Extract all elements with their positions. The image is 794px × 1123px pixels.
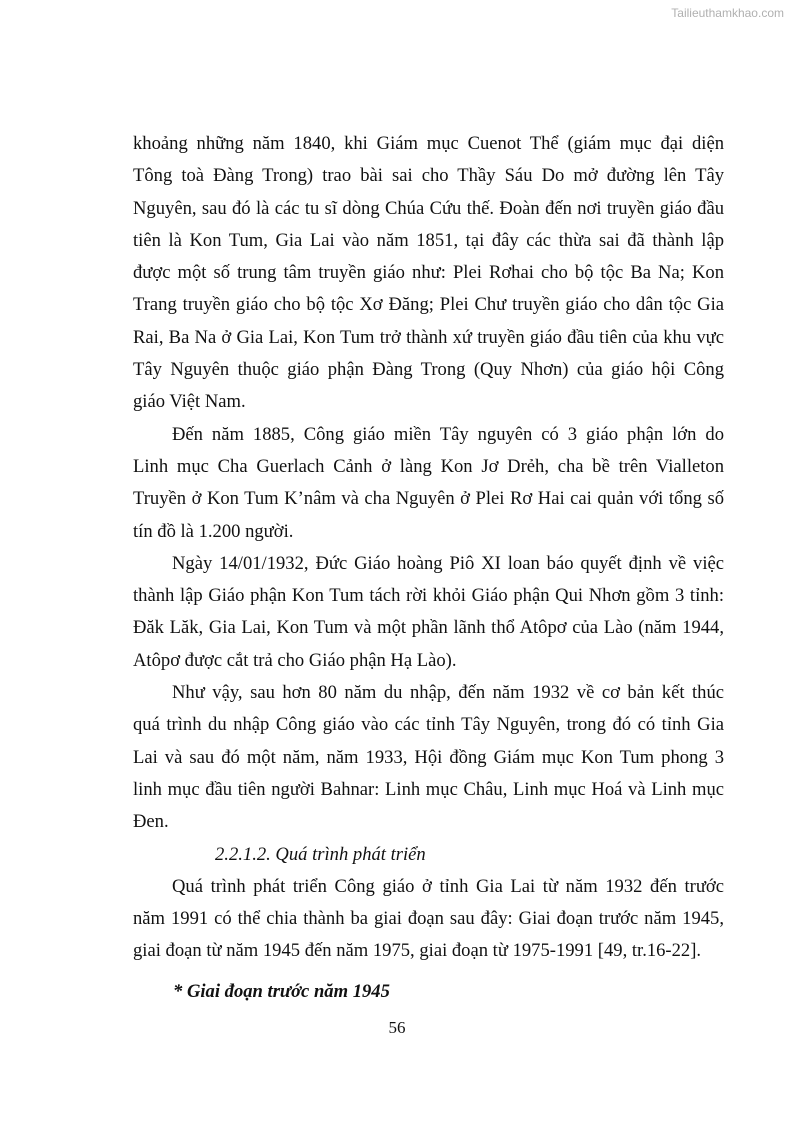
text-line: tín đồ là 1.200 người. <box>133 520 294 542</box>
text-line: khoảng những năm 1840, khi Giám mục Cuenot Thể (giám mục đại diện <box>133 133 724 154</box>
text-line: quá trình du nhập Công giáo vào các tỉnh Tây Nguyên, trong đó có tỉnh Gia <box>133 714 724 736</box>
text-line: Tông toà Đàng Trong) trao bài sai cho Thầy Sáu Do mở đường lên Tây <box>133 165 724 187</box>
subsection-heading: * Giai đoạn trước năm 1945 <box>173 980 390 1002</box>
paragraph <box>133 548 724 677</box>
text-line: Trang truyền giáo cho bộ tộc Xơ Đăng; Plei Chư truyền giáo cho dân tộc Gia <box>133 294 724 316</box>
text-line: Truyền ở Kon Tum K’nâm và cha Nguyên ở Plei Rơ Hai cai quản với tổng số <box>133 488 724 510</box>
text-line: Atôpơ được cắt trả cho Giáo phận Hạ Lào). <box>133 649 457 671</box>
paragraph <box>133 128 724 419</box>
text-line: Đen. <box>133 811 169 833</box>
text-line: tiên là Kon Tum, Gia Lai vào năm 1851, tại đây các thừa sai đã thành lập <box>133 229 724 251</box>
text-line: Linh mục Cha Guerlach Cảnh ở làng Kon Jơ Drẻh, cha bề trên Vialleton <box>133 455 724 477</box>
text-line: thành lập Giáo phận Kon Tum tách rời khỏi Giáo phận Qui Nhơn gồm 3 tỉnh: <box>133 585 724 607</box>
text-line: Đăk Lăk, Gia Lai, Kon Tum và một phần lãnh thổ Atôpơ của Lào (năm 1944, <box>133 617 724 639</box>
text-line: Lai và sau đó một năm, năm 1933, Hội đồng Giám mục Kon Tum phong 3 <box>133 746 724 768</box>
text-line: Như vậy, sau hơn 80 năm du nhập, đến năm 1932 về cơ bản kết thúc <box>172 682 724 704</box>
text-line: Đến năm 1885, Công giáo miền Tây nguyên có 3 giáo phận lớn do <box>172 423 724 445</box>
text-line: giáo Việt Nam. <box>133 391 246 413</box>
text-line: Tây Nguyên thuộc giáo phận Đàng Trong (Quy Nhơn) của giáo hội Công <box>133 359 724 381</box>
text-line: Ngày 14/01/1932, Đức Giáo hoàng Piô XI loan báo quyết định về việc <box>172 552 724 574</box>
document-body <box>133 128 724 1008</box>
section-heading: 2.2.1.2. Quá trình phát triển <box>215 843 426 865</box>
text-line: Nguyên, sau đó là các tu sĩ dòng Chúa Cứu thế. Đoàn đến nơi truyền giáo đầu <box>133 197 724 219</box>
text-line: Rai, Ba Na ở Gia Lai, Kon Tum trở thành xứ truyền giáo đầu tiên của khu vực <box>133 326 724 348</box>
watermark: Tailieuthamkhao.com <box>671 6 784 20</box>
text-line: được một số trung tâm truyền giáo như: Plei Rơhai cho bộ tộc Ba Na; Kon <box>133 262 724 284</box>
text-line: năm 1991 có thể chia thành ba giai đoạn sau đây: Giai đoạn trước năm 1945, <box>133 908 724 930</box>
paragraph <box>133 677 724 838</box>
text-line: linh mục đầu tiên người Bahnar: Linh mục Châu, Linh mục Hoá và Linh mục <box>133 778 724 800</box>
page-number: 56 <box>388 1018 406 1037</box>
paragraph <box>133 871 724 968</box>
text-line: giai đoạn từ năm 1945 đến năm 1975, giai đoạn từ 1975-1991 [49, tr.16-22]. <box>133 940 702 962</box>
text-line: Quá trình phát triển Công giáo ở tỉnh Gia Lai từ năm 1932 đến trước <box>172 875 724 897</box>
paragraph <box>133 419 724 548</box>
